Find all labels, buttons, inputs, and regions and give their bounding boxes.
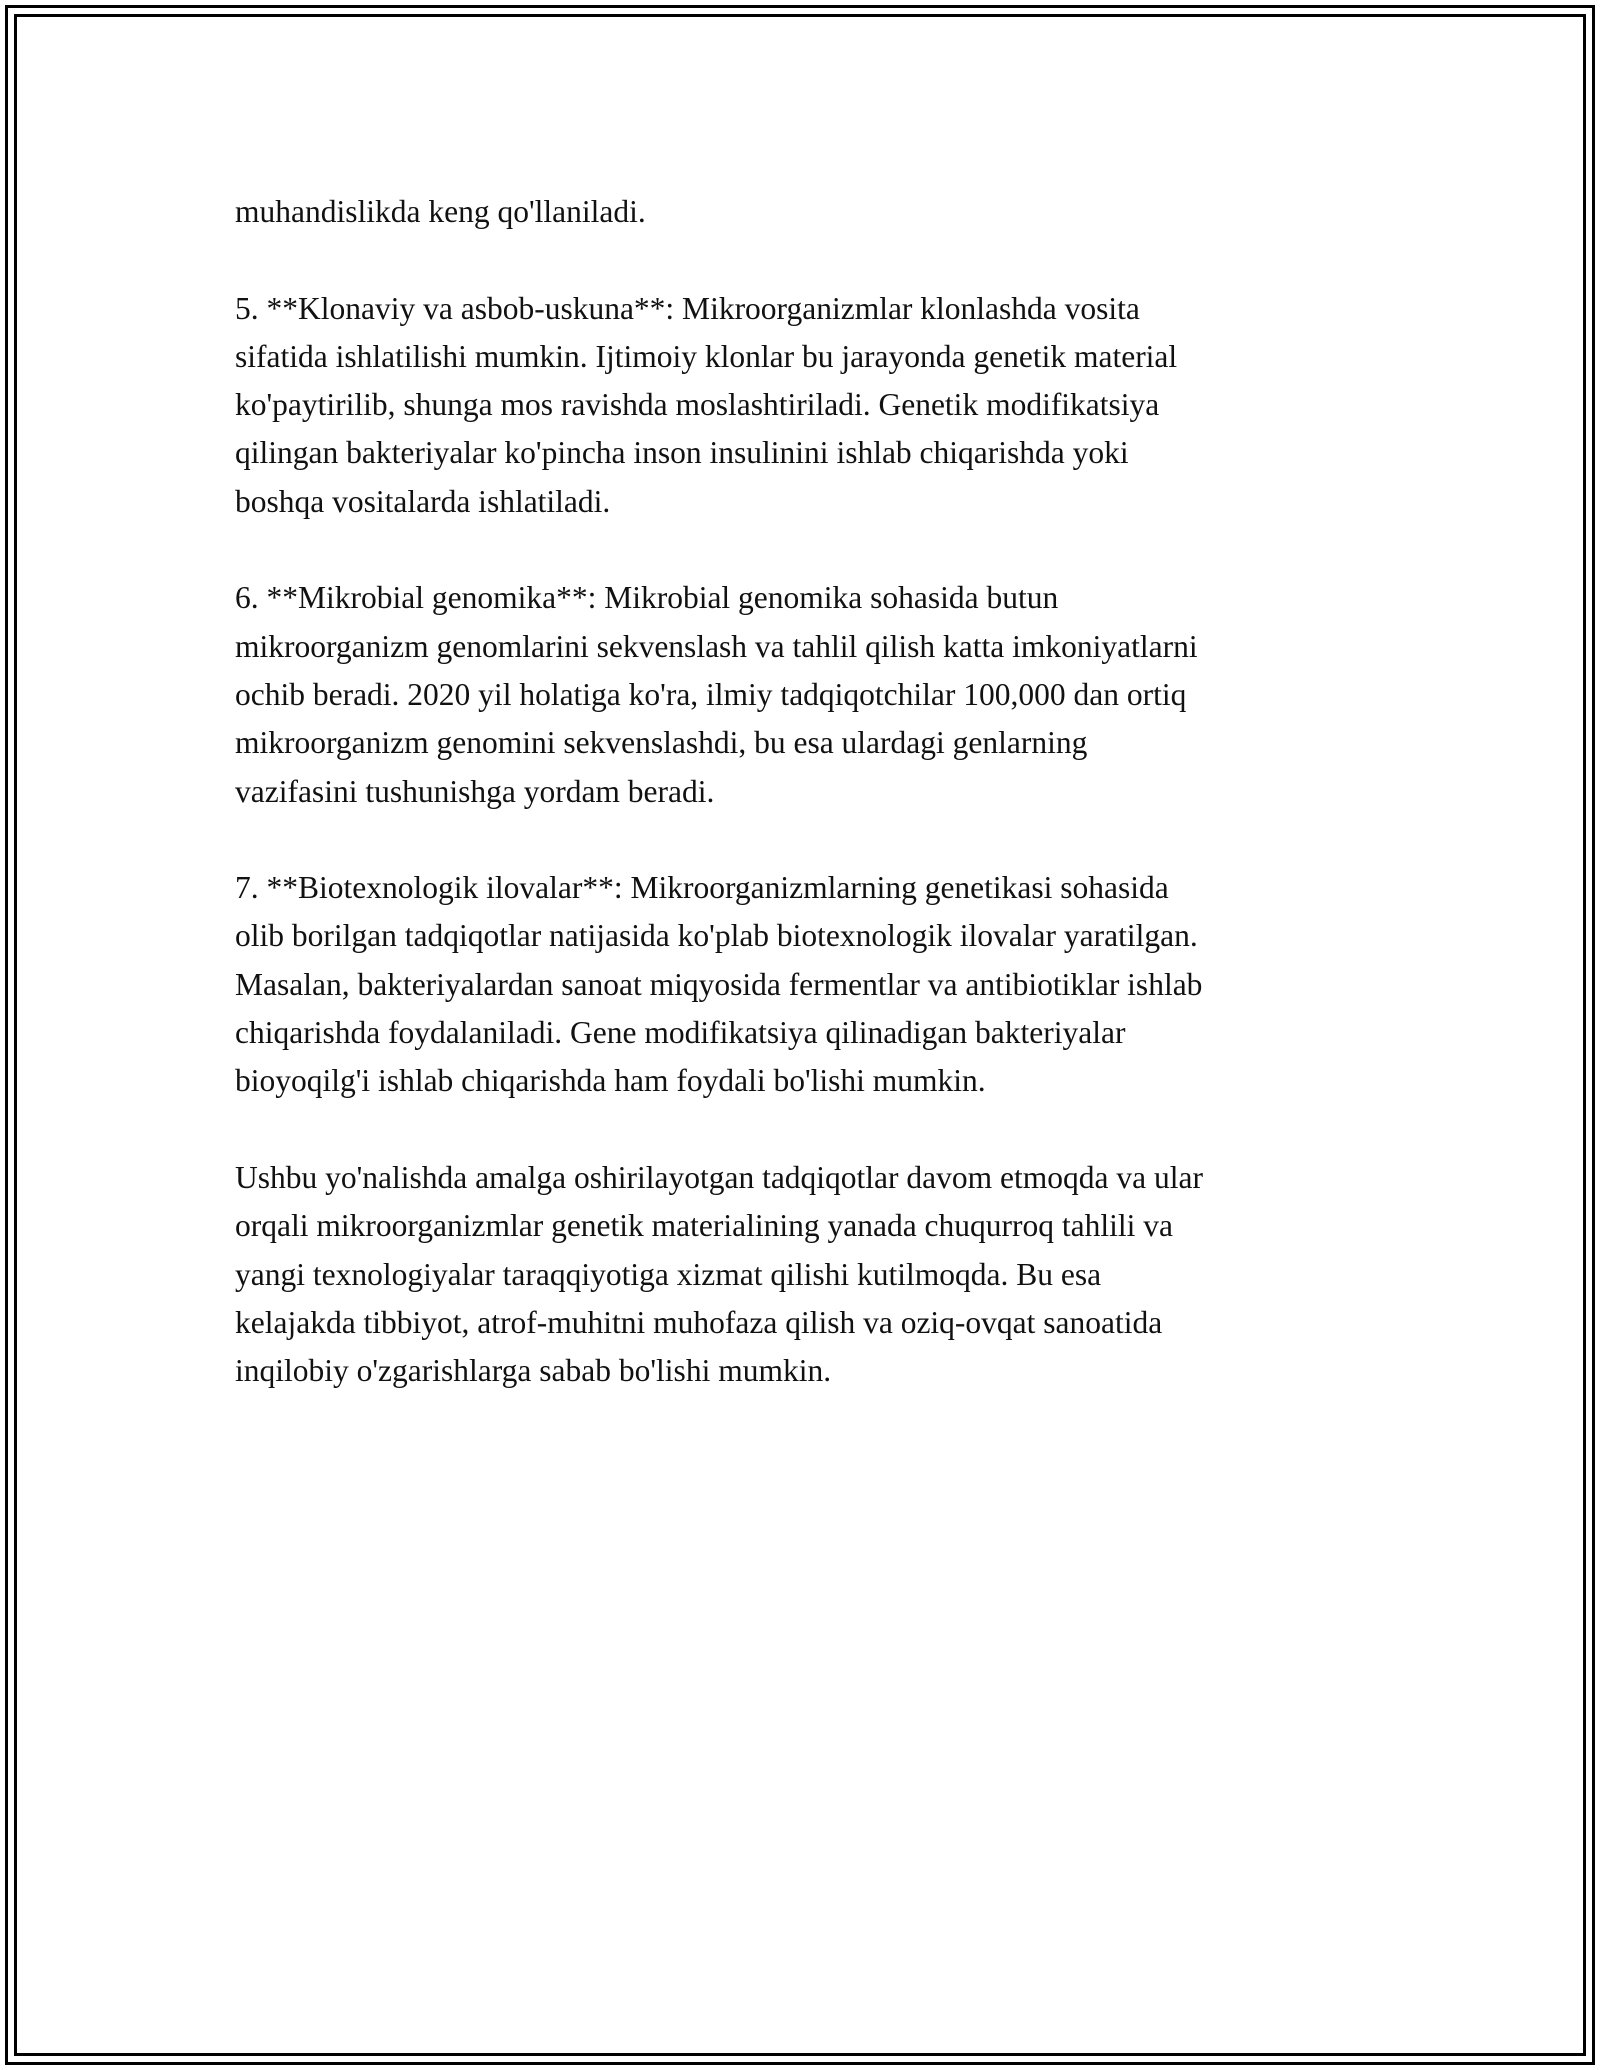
- text-line: ko'paytirilib, shunga mos ravishda moslashtiriladi. Genetik modifikatsiya: [235, 387, 1160, 423]
- text-line: vazifasini tushunishga yordam beradi.: [235, 773, 715, 809]
- text-line: orqali mikroorganizmlar genetik materialining yanada chuqurroq tahlili va: [235, 1208, 1173, 1244]
- text-line: muhandislikda keng qo'llaniladi.: [235, 194, 646, 229]
- document-body: [235, 188, 1395, 1444]
- paragraph-item-7: [235, 864, 1395, 1105]
- text-line: Ushbu yo'nalishda amalga oshirilayotgan tadqiqotlar davom etmoqda va ular: [235, 1159, 1203, 1195]
- text-line: yangi texnologiyalar taraqqiyotiga xizmat qilishi kutilmoqda. Bu esa: [235, 1256, 1102, 1292]
- text-line: chiqarishda foydalaniladi. Gene modifikatsiya qilinadigan bakteriyalar: [235, 1015, 1126, 1051]
- text-line: sifatida ishlatilishi mumkin. Ijtimoiy klonlar bu jarayonda genetik material: [235, 338, 1178, 374]
- text-line: 6. **Mikrobial genomika**: Mikrobial genomika sohasida butun: [235, 580, 1059, 616]
- paragraph-conclusion: [235, 1154, 1395, 1395]
- paragraph-item-5: [235, 285, 1395, 526]
- text-line: mikroorganizm genomlarini sekvenslash va tahlil qilish katta imkoniyatlarni: [235, 628, 1198, 664]
- text-line: ochib beradi. 2020 yil holatiga ko'ra, ilmiy tadqiqotchilar 100,000 dan ortiq: [235, 676, 1187, 712]
- paragraph-continuation: [235, 188, 1395, 236]
- text-line: inqilobiy o'zgarishlarga sabab bo'lishi mumkin.: [235, 1353, 832, 1389]
- text-line: olib borilgan tadqiqotlar natijasida ko'plab biotexnologik ilovalar yaratilgan.: [235, 918, 1198, 954]
- paragraph-item-6: [235, 574, 1395, 815]
- text-line: bioyoqilg'i ishlab chiqarishda ham foydali bo'lishi mumkin.: [235, 1063, 986, 1099]
- text-line: 7. **Biotexnologik ilovalar**: Mikroorganizmlarning genetikasi sohasida: [235, 870, 1169, 906]
- text-line: boshqa vositalarda ishlatiladi.: [235, 483, 611, 519]
- text-line: qilingan bakteriyalar ko'pincha inson insulinini ishlab chiqarishda yoki: [235, 435, 1129, 471]
- text-line: mikroorganizm genomini sekvenslashdi, bu esa ulardagi genlarning: [235, 725, 1088, 761]
- text-line: 5. **Klonaviy va asbob-uskuna**: Mikroorganizmlar klonlashda vosita: [235, 290, 1140, 326]
- text-line: Masalan, bakteriyalardan sanoat miqyosida fermentlar va antibiotiklar ishlab: [235, 966, 1203, 1002]
- text-line: kelajakda tibbiyot, atrof-muhitni muhofaza qilish va oziq-ovqat sanoatida: [235, 1304, 1163, 1340]
